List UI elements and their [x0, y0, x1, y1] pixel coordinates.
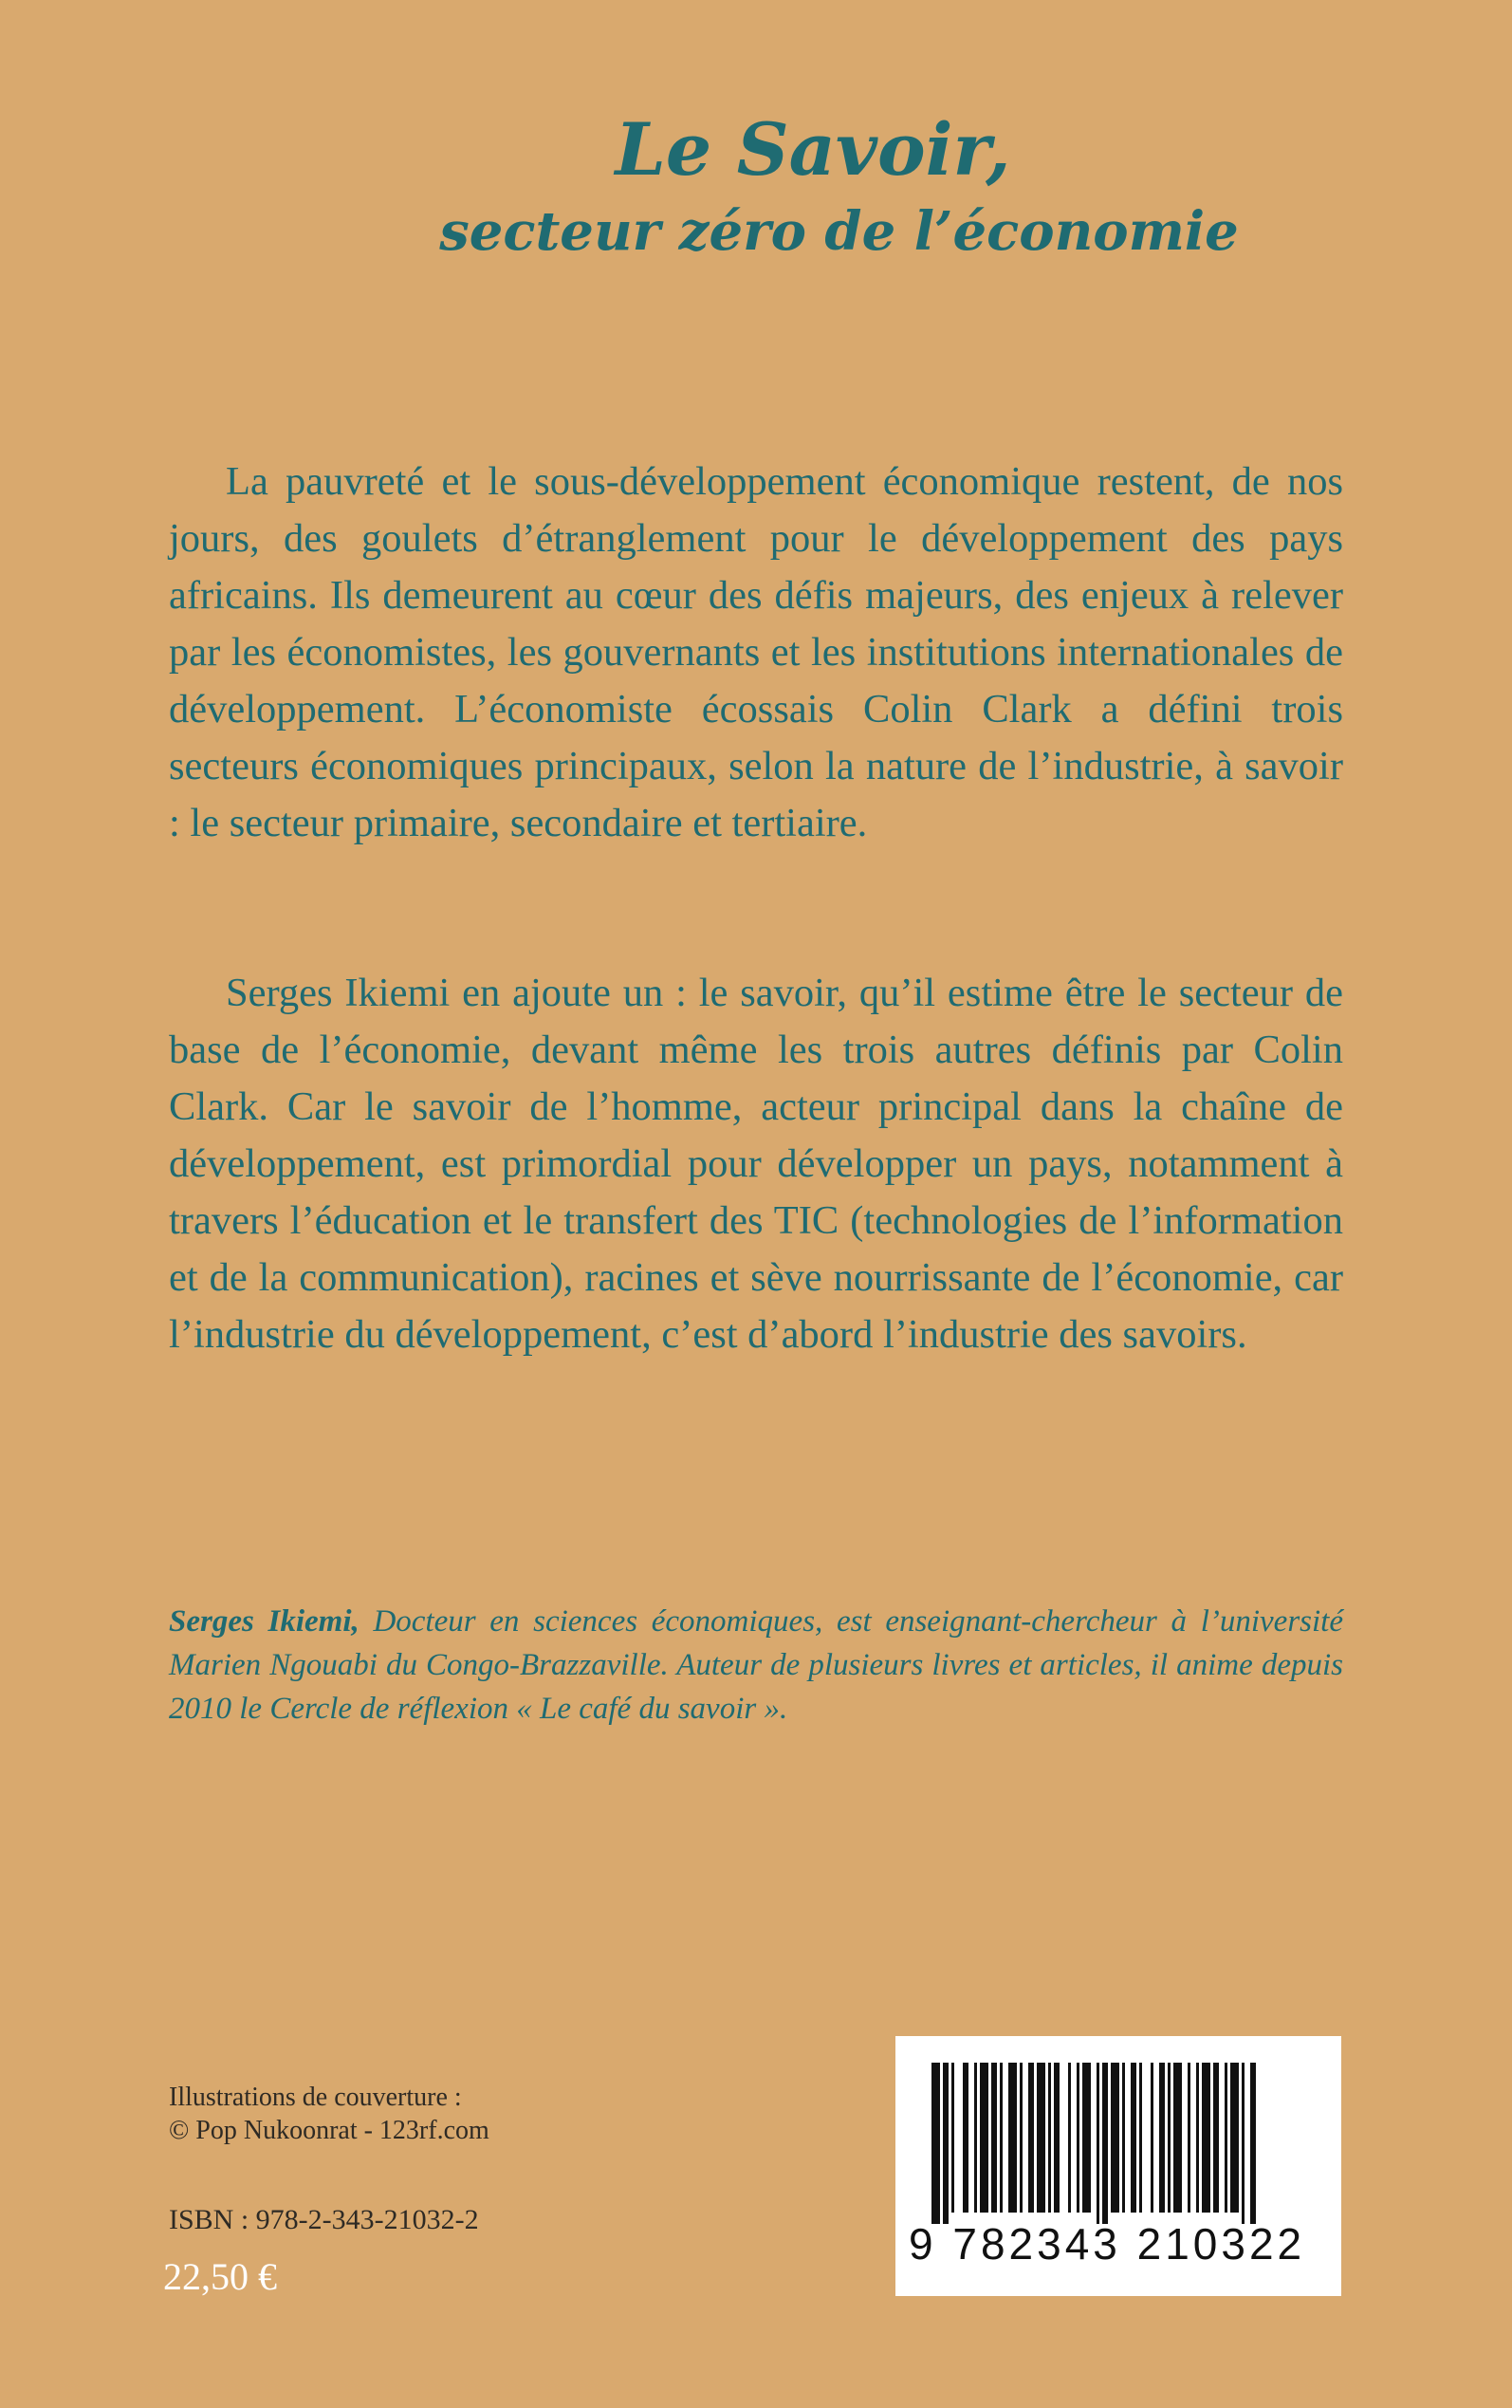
credits-label: Illustrations de couverture :	[169, 2083, 462, 2112]
barcode-bar	[1102, 2063, 1108, 2224]
barcode-bar	[974, 2063, 977, 2213]
barcode-bar	[1250, 2063, 1256, 2224]
author-bio	[169, 1600, 1343, 1731]
barcode-bar	[1188, 2063, 1190, 2213]
barcode-bar	[1202, 2063, 1210, 2213]
barcode-bar	[1097, 2063, 1099, 2224]
barcode-bar	[1077, 2063, 1079, 2213]
barcode-bar	[1131, 2063, 1136, 2213]
barcode-bar	[1173, 2063, 1182, 2213]
credits-source: © Pop Nukoonrat - 123rf.com	[169, 2116, 489, 2145]
barcode-bar	[1225, 2063, 1227, 2213]
barcode-bar	[943, 2063, 949, 2224]
barcode-bar	[1082, 2063, 1091, 2213]
cover-credits	[169, 2081, 489, 2147]
barcode-bar	[1159, 2063, 1165, 2213]
barcode-bar	[963, 2063, 968, 2213]
barcode-bar	[1139, 2063, 1142, 2213]
summary-paragraph-1: La pauvreté et le sous-développement économique restent, de nos jours, des goulets d’étranglement pour le développement des pays africains. Ils demeurent au cœur des défis majeurs, des enjeux à relever par les économistes, les gouvernants et les institutions internationales de développement. L’économiste écossais Colin Clark a défini trois secteurs économiques principaux, selon la nature de l’industrie, à savoir : le secteur primaire, secondaire et tertiaire.	[169, 459, 1343, 845]
barcode-bar	[1196, 2063, 1199, 2213]
author-bio-text: Docteur en sciences économiques, est enseignant-chercheur à l’université Marien Ngouabi du Congo-Brazzaville. Auteur de plusieurs livres et articles, il anime depuis 2010 le Cercle de réflexion « Le café du savoir ».	[169, 1604, 1343, 1726]
barcode-bar	[1048, 2063, 1051, 2213]
barcode-bar	[1037, 2063, 1045, 2213]
author-name: Serges Ikiemi,	[169, 1604, 360, 1639]
barcode-bar	[1230, 2063, 1239, 2213]
price-text: 22,50 €	[163, 2255, 277, 2298]
barcode-digits: 9 782343 210322	[909, 2219, 1306, 2269]
barcode-bar	[1000, 2063, 1003, 2213]
summary-paragraph-2: Serges Ikiemi en ajoute un : le savoir, qu’il estime être le secteur de base de l’économie, devant même les trois autres définis par Colin Clark. Car le savoir de l’homme, acteur principal dans la chaîne de développement, est primordial pour développer un pays, notamment à travers l’éducation et le transfert des TIC (technologies de l’information et de la communication), racines et sève nourrissante de l’économie, car l’industrie du développement, c’est d’abord l’industrie des savoirs.	[169, 971, 1343, 1357]
barcode-bar	[1151, 2063, 1153, 2213]
barcode-bar	[931, 2063, 940, 2224]
barcode-bar	[1242, 2063, 1245, 2224]
barcode-bar	[1020, 2063, 1023, 2213]
barcode-bar	[1054, 2063, 1060, 2213]
barcode-bar	[1122, 2063, 1125, 2213]
barcode	[895, 2036, 1341, 2296]
barcode-bar	[1168, 2063, 1171, 2213]
barcode-bar	[991, 2063, 997, 2213]
barcode-bar	[1028, 2063, 1034, 2213]
barcode-bar	[1008, 2063, 1017, 2213]
barcode-bar	[951, 2063, 954, 2213]
barcode-bar	[1068, 2063, 1071, 2213]
isbn-text: ISBN : 978-2-343-21032-2	[169, 2204, 479, 2235]
barcode-bar	[1111, 2063, 1119, 2213]
barcode-bar	[1213, 2063, 1219, 2213]
title-subtitle: secteur zéro de l’économie	[439, 200, 1239, 263]
title-main: Le Savoir,	[615, 107, 1011, 192]
barcode-bar	[980, 2063, 988, 2213]
book-title	[0, 104, 1512, 268]
